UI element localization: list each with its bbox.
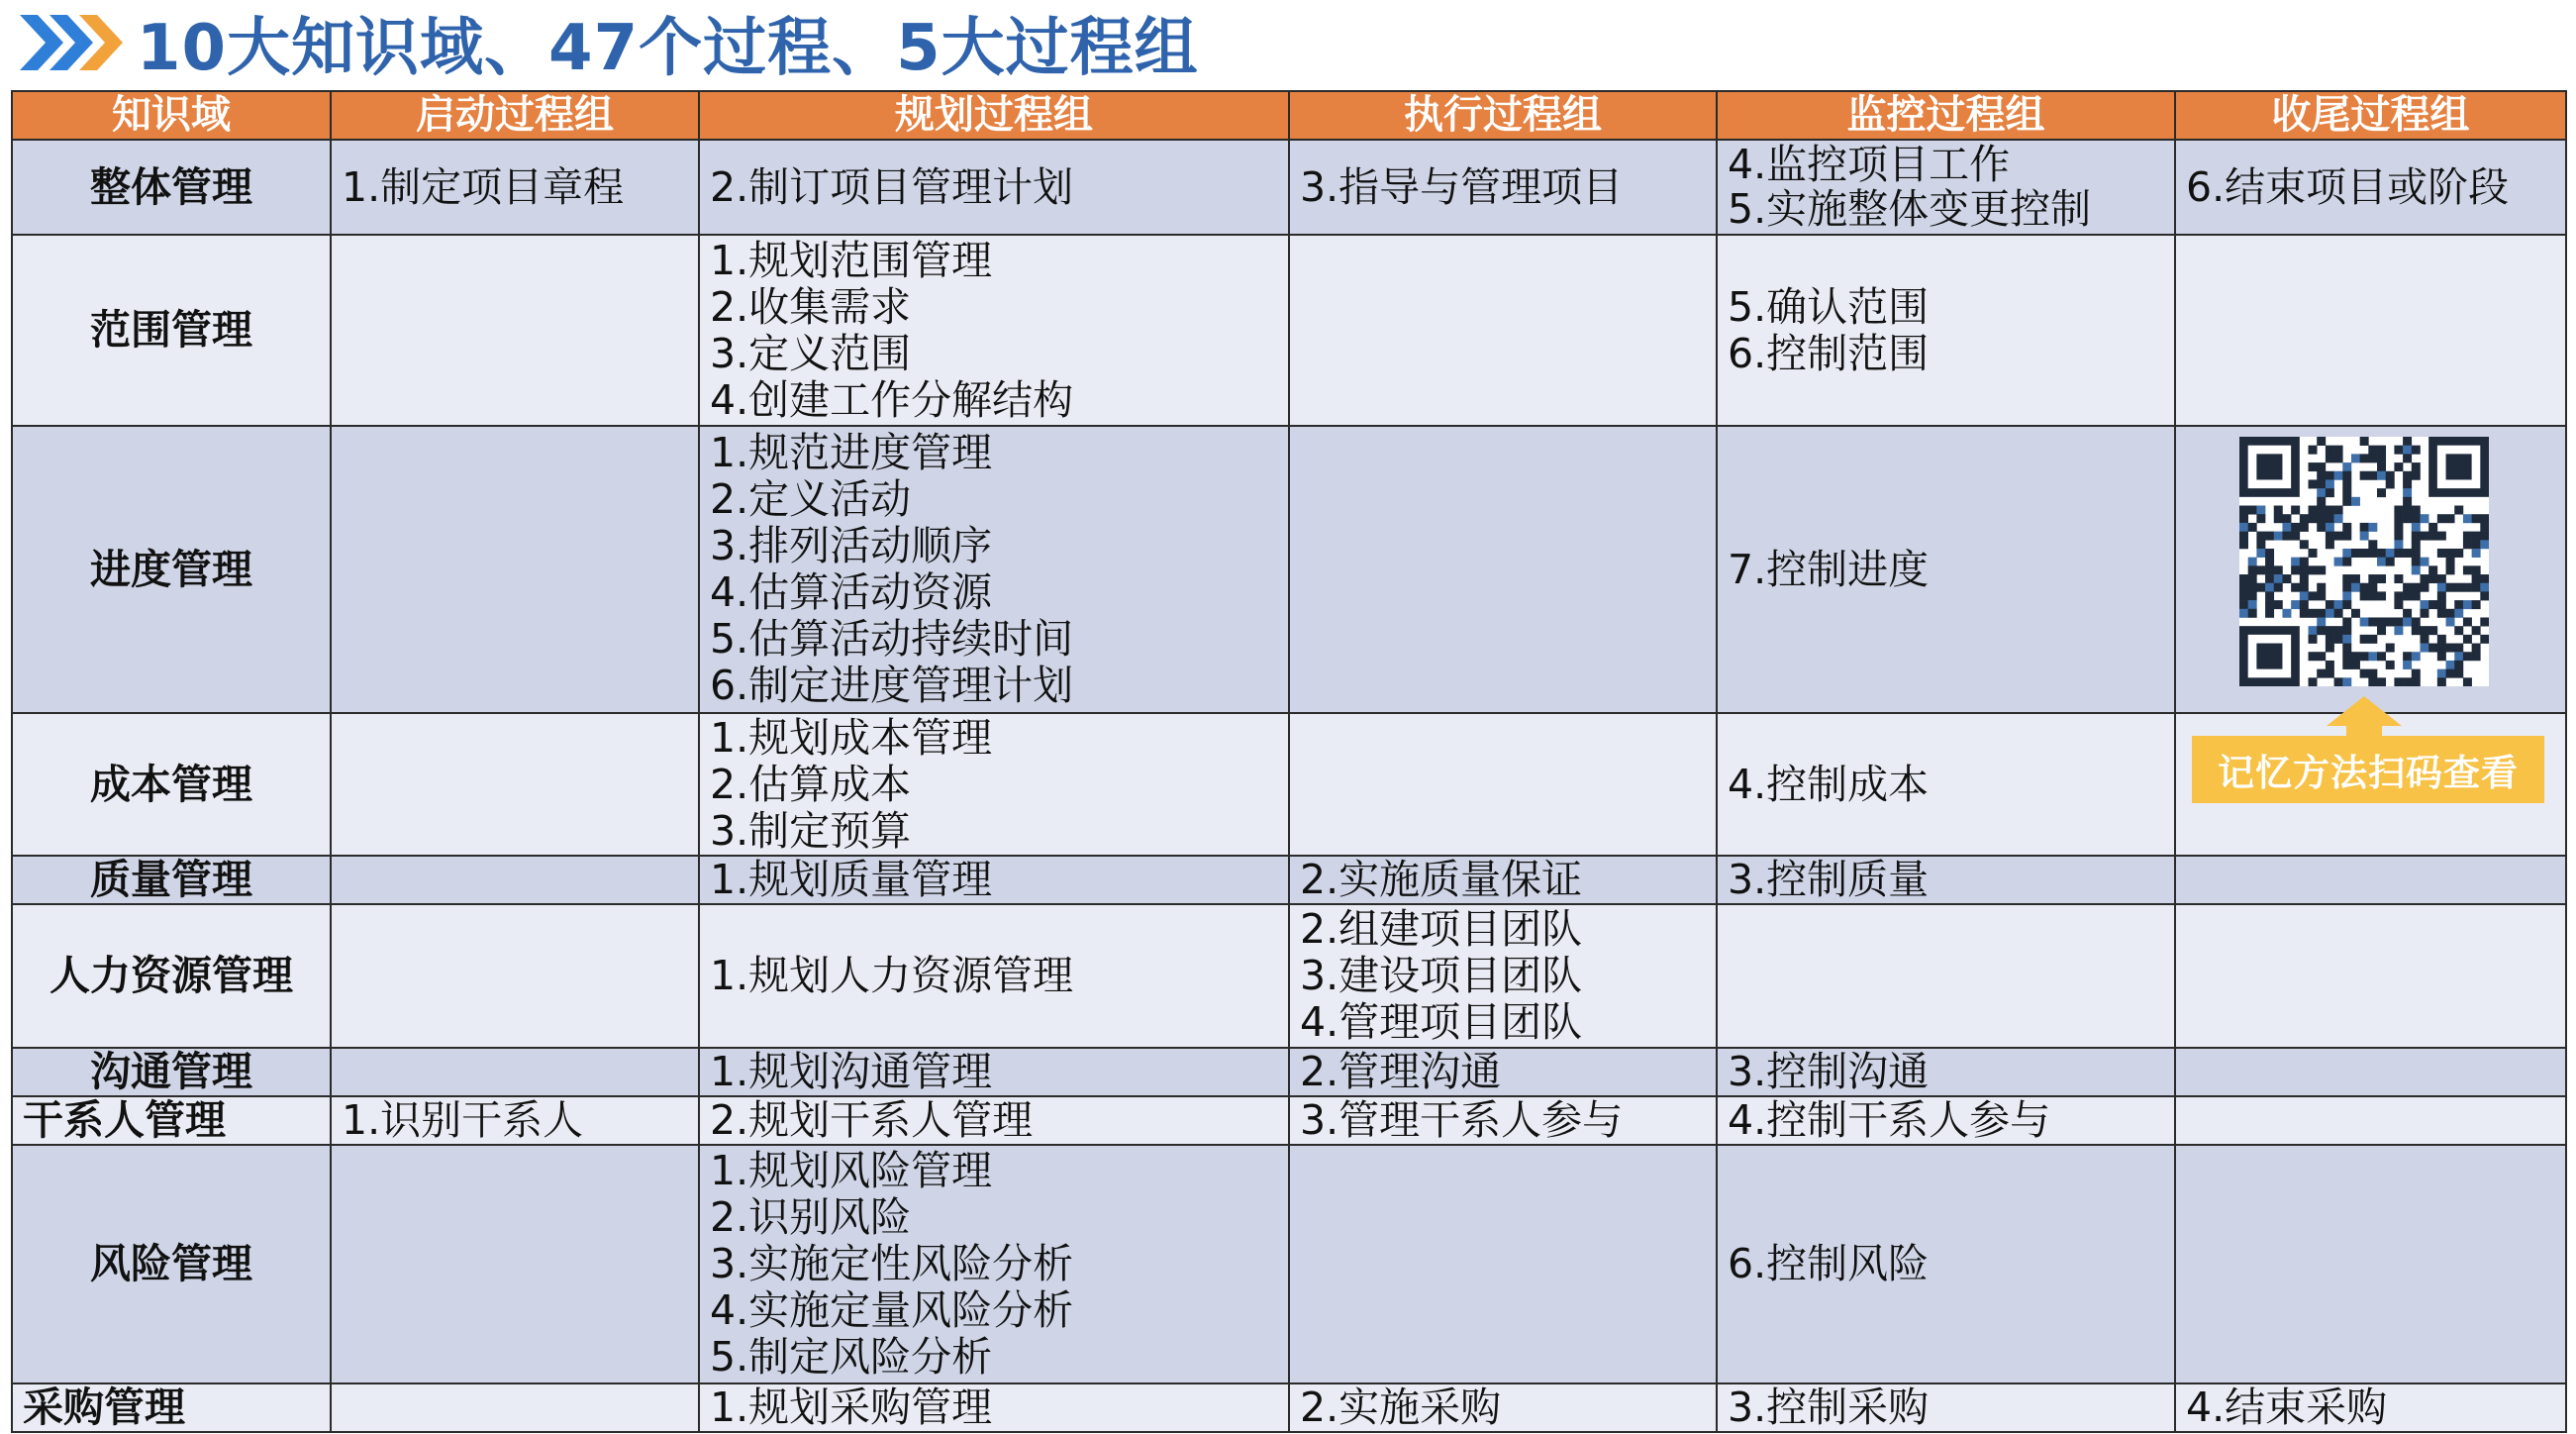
monitoring-cell [1717, 1096, 2175, 1145]
process-item: 5.制定风险分析 [710, 1333, 993, 1381]
header-closing: 收尾过程组 [2175, 91, 2566, 140]
table-header-row [12, 91, 2566, 140]
executing-cell [1289, 1096, 1717, 1145]
process-item: 2.定义活动 [710, 475, 912, 523]
process-item: 2.管理沟通 [1300, 1048, 1502, 1095]
process-item: 2.制订项目管理计划 [710, 162, 1074, 211]
process-item: 6.结束项目或阶段 [2186, 162, 2510, 211]
table-row [12, 856, 2566, 904]
process-item: 3.实施定性风险分析 [710, 1240, 1074, 1287]
process-item: 3.定义范围 [710, 329, 912, 377]
knowledge-area: 质量管理 [12, 856, 331, 904]
initiating-cell [331, 904, 699, 1048]
header-executing: 执行过程组 [1289, 91, 1717, 140]
process-item: 4.控制成本 [1728, 760, 1930, 808]
header-knowledge-area: 知识域 [12, 91, 331, 140]
initiating-cell [331, 426, 699, 713]
planning-cell [699, 1145, 1289, 1383]
closing-cell [2175, 1383, 2566, 1432]
table-row [12, 140, 2566, 235]
process-item: 2.规划干系人管理 [710, 1096, 1034, 1144]
process-item: 2.估算成本 [710, 760, 912, 808]
header-monitoring: 监控过程组 [1717, 91, 2175, 140]
process-item: 1.规划成本管理 [710, 713, 993, 762]
process-item: 1.规划风险管理 [710, 1147, 993, 1194]
initiating-cell [331, 1145, 699, 1383]
chevron-arrows-icon [20, 15, 109, 70]
monitoring-cell [1717, 1048, 2175, 1096]
closing-cell [2175, 1145, 2566, 1383]
process-item: 1.规划质量管理 [710, 856, 993, 903]
monitoring-cell [1717, 235, 2175, 426]
process-item: 6.控制风险 [1728, 1240, 1930, 1287]
knowledge-area: 采购管理 [12, 1383, 331, 1432]
process-matrix-table [11, 90, 2567, 1433]
table-row [12, 426, 2566, 713]
executing-cell [1289, 713, 1717, 856]
table-row [12, 1383, 2566, 1432]
planning-cell [699, 140, 1289, 235]
process-item: 4.管理项目团队 [1300, 998, 1583, 1046]
closing-cell [2175, 140, 2566, 235]
qr-caption: 记忆方法扫码查看 [2192, 736, 2544, 803]
process-item: 1.规划范围管理 [710, 236, 993, 284]
knowledge-area: 整体管理 [12, 140, 331, 235]
knowledge-area: 成本管理 [12, 713, 331, 856]
table-row [12, 1145, 2566, 1383]
knowledge-area: 人力资源管理 [12, 904, 331, 1048]
executing-cell [1289, 1383, 1717, 1432]
table-row [12, 1096, 2566, 1145]
table-row [12, 235, 2566, 426]
process-item: 7.控制进度 [1728, 545, 1930, 593]
knowledge-area: 范围管理 [12, 235, 331, 426]
planning-cell [699, 856, 1289, 904]
knowledge-area: 沟通管理 [12, 1048, 331, 1096]
process-item: 6.制定进度管理计划 [710, 662, 1074, 709]
closing-cell [2175, 1048, 2566, 1096]
initiating-cell [331, 140, 699, 235]
knowledge-area: 进度管理 [12, 426, 331, 713]
knowledge-area: 风险管理 [12, 1145, 331, 1383]
closing-cell [2175, 856, 2566, 904]
process-item: 5.实施整体变更控制 [1728, 185, 2092, 233]
planning-cell [699, 235, 1289, 426]
process-item: 3.指导与管理项目 [1300, 162, 1624, 211]
process-item: 1.制定项目章程 [342, 162, 625, 211]
executing-cell [1289, 1145, 1717, 1383]
process-item: 1.规范进度管理 [710, 429, 993, 476]
planning-cell [699, 713, 1289, 856]
process-item: 3.排列活动顺序 [710, 522, 993, 569]
process-item: 1.规划采购管理 [710, 1383, 993, 1431]
executing-cell [1289, 235, 1717, 426]
planning-cell [699, 1096, 1289, 1145]
process-item: 3.控制采购 [1728, 1383, 1930, 1431]
process-item: 5.确认范围 [1728, 282, 1930, 331]
executing-cell [1289, 426, 1717, 713]
header-planning: 规划过程组 [699, 91, 1289, 140]
monitoring-cell [1717, 140, 2175, 235]
closing-cell [2175, 904, 2566, 1048]
monitoring-cell [1717, 713, 2175, 856]
initiating-cell [331, 713, 699, 856]
process-item: 1.规划人力资源管理 [710, 952, 1074, 999]
planning-cell [699, 1048, 1289, 1096]
initiating-cell [331, 1383, 699, 1432]
process-item: 4.监控项目工作 [1728, 141, 2011, 188]
page-title: 10大知识域、47个过程、5大过程组 [137, 12, 1199, 85]
initiating-cell [331, 856, 699, 904]
process-item: 4.控制干系人参与 [1728, 1096, 2051, 1144]
process-item: 2.实施采购 [1300, 1383, 1502, 1431]
process-item: 2.实施质量保证 [1300, 856, 1583, 903]
table-row [12, 1048, 2566, 1096]
closing-cell [2175, 1096, 2566, 1145]
monitoring-cell [1717, 904, 2175, 1048]
qr-code-icon[interactable] [2239, 437, 2489, 686]
process-item: 6.控制范围 [1728, 329, 1930, 377]
qr-panel [2192, 437, 2548, 803]
process-item: 4.创建工作分解结构 [710, 375, 1074, 424]
process-item: 4.结束采购 [2186, 1383, 2388, 1431]
table-row [12, 713, 2566, 856]
planning-cell [699, 1383, 1289, 1432]
process-item: 5.估算活动持续时间 [710, 615, 1074, 663]
process-item: 4.估算活动资源 [710, 568, 993, 616]
process-item: 3.建设项目团队 [1300, 952, 1583, 999]
process-item: 1.规划沟通管理 [710, 1048, 993, 1095]
process-item: 4.实施定量风险分析 [710, 1286, 1074, 1334]
header-initiating: 启动过程组 [331, 91, 699, 140]
initiating-cell [331, 235, 699, 426]
process-item: 3.制定预算 [710, 806, 912, 855]
process-item: 2.收集需求 [710, 282, 912, 331]
process-item: 2.组建项目团队 [1300, 905, 1583, 953]
executing-cell [1289, 1048, 1717, 1096]
process-item: 2.识别风险 [710, 1193, 912, 1241]
title-bar [20, 0, 1199, 85]
planning-cell [699, 426, 1289, 713]
monitoring-cell [1717, 1383, 2175, 1432]
knowledge-area: 干系人管理 [12, 1096, 331, 1145]
initiating-cell [331, 1096, 699, 1145]
process-item: 3.管理干系人参与 [1300, 1096, 1624, 1144]
initiating-cell [331, 1048, 699, 1096]
process-item: 1.识别干系人 [342, 1096, 584, 1144]
monitoring-cell [1717, 1145, 2175, 1383]
planning-cell [699, 904, 1289, 1048]
monitoring-cell [1717, 856, 2175, 904]
process-item: 3.控制质量 [1728, 856, 1930, 903]
executing-cell [1289, 140, 1717, 235]
closing-cell [2175, 235, 2566, 426]
executing-cell [1289, 904, 1717, 1048]
table-row [12, 904, 2566, 1048]
process-item: 3.控制沟通 [1728, 1048, 1930, 1095]
monitoring-cell [1717, 426, 2175, 713]
executing-cell [1289, 856, 1717, 904]
